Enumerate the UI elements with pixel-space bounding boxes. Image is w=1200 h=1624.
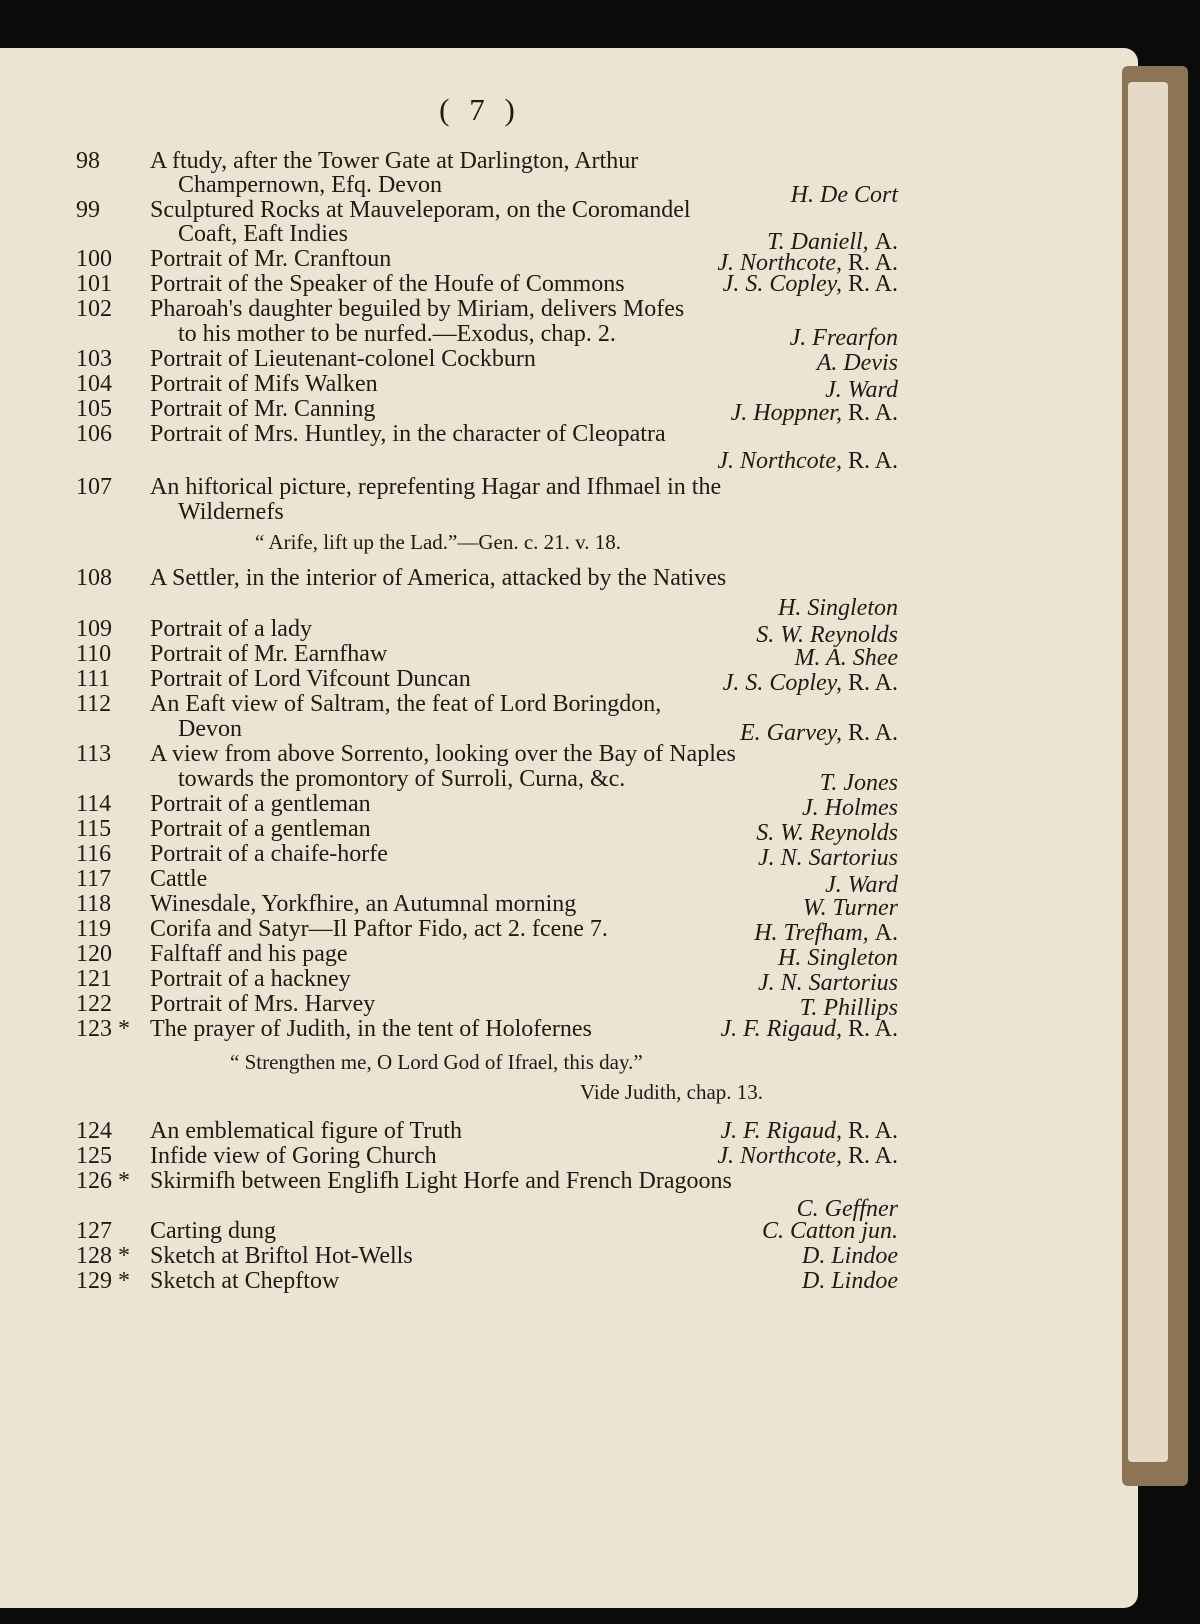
academy-rank: R. A.: [847, 400, 898, 426]
entry-title: Portrait of Lord Vifcount Duncan: [150, 666, 471, 692]
artist-name: H. Singleton: [778, 945, 898, 971]
entry-title: An emblematical figure of Truth: [150, 1118, 462, 1144]
entry-number: 102: [76, 296, 112, 322]
entry-title: Portrait of Mrs. Harvey: [150, 991, 376, 1017]
entry-title: Portrait of Mr. Canning: [150, 396, 376, 422]
academy-rank: R. A.: [847, 1016, 898, 1042]
entry-number: 100: [76, 246, 112, 272]
entry-number: 111: [76, 666, 111, 692]
artist-name: J. F. Rigaud,: [720, 1016, 842, 1042]
entry-number: 112: [76, 691, 112, 717]
entry-title: Portrait of Mr. Cranftoun: [150, 246, 392, 272]
artist-credit: [0, 1266, 1138, 1296]
entry-title: Carting dung: [150, 1218, 276, 1244]
entry-title: Portrait of a lady: [150, 616, 312, 642]
artist-name: C. Geffner: [796, 1196, 898, 1222]
entry-number: 107: [76, 474, 112, 500]
artist-name: A. Devis: [816, 350, 898, 376]
artist-name: H. Trefham,: [754, 920, 869, 946]
entry-number: 121: [76, 966, 112, 992]
entry-title: Corifa and Satyr—Il Paftor Fido, act 2. fcene 7.: [150, 916, 608, 942]
entry-number: 128: [76, 1243, 112, 1269]
academy-rank: A.: [874, 229, 898, 255]
academy-rank: R. A.: [847, 271, 898, 297]
new-work-asterisk: *: [118, 1016, 130, 1042]
artist-name: J. Ward: [825, 377, 898, 403]
quote-reference: Vide Judith, chap. 13.: [580, 1080, 764, 1104]
artist-name: J. S. Copley,: [722, 271, 842, 297]
entry-title: Portrait of Lieutenant-colonel Cockburn: [150, 346, 536, 372]
entry-title: An Eaft view of Saltram, the feat of Lord Boringdon,: [150, 691, 662, 717]
artist-name: H. De Cort: [790, 182, 898, 208]
entry-number: 103: [76, 346, 112, 372]
catalogue-page: [0, 48, 1138, 1608]
artist-name: C. Catton jun.: [761, 1218, 898, 1244]
entry-number: 99: [76, 197, 100, 223]
entry-number: 108: [76, 565, 112, 591]
entry-title: Pharoah's daughter beguiled by Miriam, delivers Mofes: [150, 296, 685, 322]
artist-name: W. Turner: [802, 895, 898, 921]
academy-rank: R. A.: [847, 250, 898, 276]
entry-number: 123: [76, 1016, 112, 1042]
entry-title: Skirmifh between Englifh Light Horfe and French Dragoons: [150, 1168, 732, 1194]
entry-number: 117: [76, 866, 112, 892]
entry-title: Wildernefs: [178, 499, 284, 525]
entry-title: Champernown, Efq. Devon: [178, 172, 442, 198]
entry-number: 122: [76, 991, 112, 1017]
entry-title: Portrait of Mr. Earnfhaw: [150, 641, 388, 667]
artist-name: J. Frearfon: [789, 325, 898, 351]
artist-name: T. Daniell,: [767, 229, 869, 255]
scripture-quote: “ Strengthen me, O Lord God of Ifrael, this day.”: [230, 1050, 643, 1074]
entry-number: 115: [76, 816, 112, 842]
academy-rank: R. A.: [847, 448, 898, 474]
entry-number: 126: [76, 1168, 112, 1194]
entry-title: towards the promontory of Surroli, Curna, &c.: [178, 766, 626, 792]
artist-name: J. Hoppner,: [730, 400, 842, 426]
entry-title: to his mother to be nurfed.—Exodus, chap. 2.: [178, 321, 616, 347]
entry-title: Portrait of a gentleman: [150, 816, 371, 842]
entry-title: Winesdale, Yorkfhire, an Autumnal morning: [150, 891, 577, 917]
scripture-quote: “ Arife, lift up the Lad.”—Gen. c. 21. v. 18.: [255, 530, 622, 554]
entry-number: 110: [76, 641, 112, 667]
entry-number: 101: [76, 271, 112, 297]
artist-name: J. N. Sartorius: [757, 970, 898, 996]
catalogue-entry: [0, 1166, 1138, 1196]
artist-name: J. S. Copley,: [722, 670, 842, 696]
entry-title: Falftaff and his page: [150, 941, 348, 967]
entry-number: 105: [76, 396, 112, 422]
artist-name: J. N. Sartorius: [757, 845, 898, 871]
entry-title: Cattle: [150, 866, 208, 892]
artist-name: E. Garvey,: [740, 720, 842, 746]
entry-title: A view from above Sorrento, looking over the Bay of Naples: [150, 741, 736, 767]
artist-name: J. Northcote,: [717, 1143, 842, 1169]
entry-number: 109: [76, 616, 112, 642]
artist-name: D. Lindoe: [802, 1268, 898, 1294]
entry-title: An hiftorical picture, reprefenting Hagar and Ifhmael in the: [150, 474, 722, 500]
entry-number: 119: [76, 916, 112, 942]
academy-rank: R. A.: [847, 720, 898, 746]
academy-rank: A.: [874, 920, 898, 946]
entry-title: The prayer of Judith, in the tent of Holofernes: [150, 1016, 592, 1042]
entry-title: A ftudy, after the Tower Gate at Darlington, Arthur: [150, 148, 639, 174]
new-work-asterisk: *: [118, 1168, 130, 1194]
academy-rank: R. A.: [847, 1118, 898, 1144]
entry-number: 104: [76, 371, 112, 397]
page-edge: [1128, 82, 1168, 1462]
entry-title: Coaft, Eaft Indies: [178, 221, 348, 247]
entry-number: 106: [76, 421, 112, 447]
entry-number: 116: [76, 841, 112, 867]
artist-name: D. Lindoe: [802, 1243, 898, 1269]
artist-name: J. Holmes: [802, 795, 898, 821]
artist-name: H. Singleton: [778, 595, 898, 621]
entry-title: Portrait of Mifs Walken: [150, 371, 378, 397]
new-work-asterisk: *: [118, 1243, 130, 1269]
academy-rank: R. A.: [847, 1143, 898, 1169]
entry-title: Sketch at Chepftow: [150, 1268, 340, 1294]
entry-number: 125: [76, 1143, 112, 1169]
entry-title: Sketch at Briftol Hot-Wells: [150, 1243, 413, 1269]
page-number: ( 7 ): [439, 92, 521, 127]
artist-name: M. A. Shee: [794, 645, 898, 671]
artist-name: T. Phillips: [799, 995, 898, 1021]
entry-number: 114: [76, 791, 112, 817]
new-work-asterisk: *: [118, 1268, 130, 1294]
entry-title: Portrait of a chaife-horfe: [150, 841, 388, 867]
catalogue-entry-continuation: [0, 497, 1138, 527]
entry-title: A Settler, in the interior of America, attacked by the Natives: [150, 565, 727, 591]
entry-number: 127: [76, 1218, 112, 1244]
entry-number: 118: [76, 891, 112, 917]
artist-name: J. Northcote,: [717, 250, 842, 276]
artist-name: S. W. Reynolds: [756, 820, 898, 846]
entry-title: Sculptured Rocks at Mauveleporam, on the Coromandel: [150, 197, 691, 223]
entry-number: 120: [76, 941, 112, 967]
artist-name: J. Northcote,: [717, 448, 842, 474]
academy-rank: R. A.: [847, 670, 898, 696]
artist-name: J. F. Rigaud,: [720, 1118, 842, 1144]
entry-number: 129: [76, 1268, 112, 1294]
entry-number: 98: [76, 148, 100, 174]
entry-title: Devon: [178, 716, 242, 742]
artist-credit: [0, 1014, 1138, 1044]
artist-name: T. Jones: [819, 770, 898, 796]
entry-title: Portrait of a hackney: [150, 966, 351, 992]
entry-number: 113: [76, 741, 112, 767]
catalogue-entry: [0, 563, 1138, 593]
artist-name: S. W. Reynolds: [756, 622, 898, 648]
catalogue-entry: [0, 419, 1138, 449]
entry-title: Portrait of a gentleman: [150, 791, 371, 817]
entry-number: 124: [76, 1118, 112, 1144]
artist-name: J. Ward: [825, 872, 898, 898]
entry-title: Portrait of Mrs. Huntley, in the character of Cleopatra: [150, 421, 666, 447]
entry-title: Infide view of Goring Church: [150, 1143, 437, 1169]
entry-title: Portrait of the Speaker of the Houfe of Commons: [150, 271, 625, 297]
